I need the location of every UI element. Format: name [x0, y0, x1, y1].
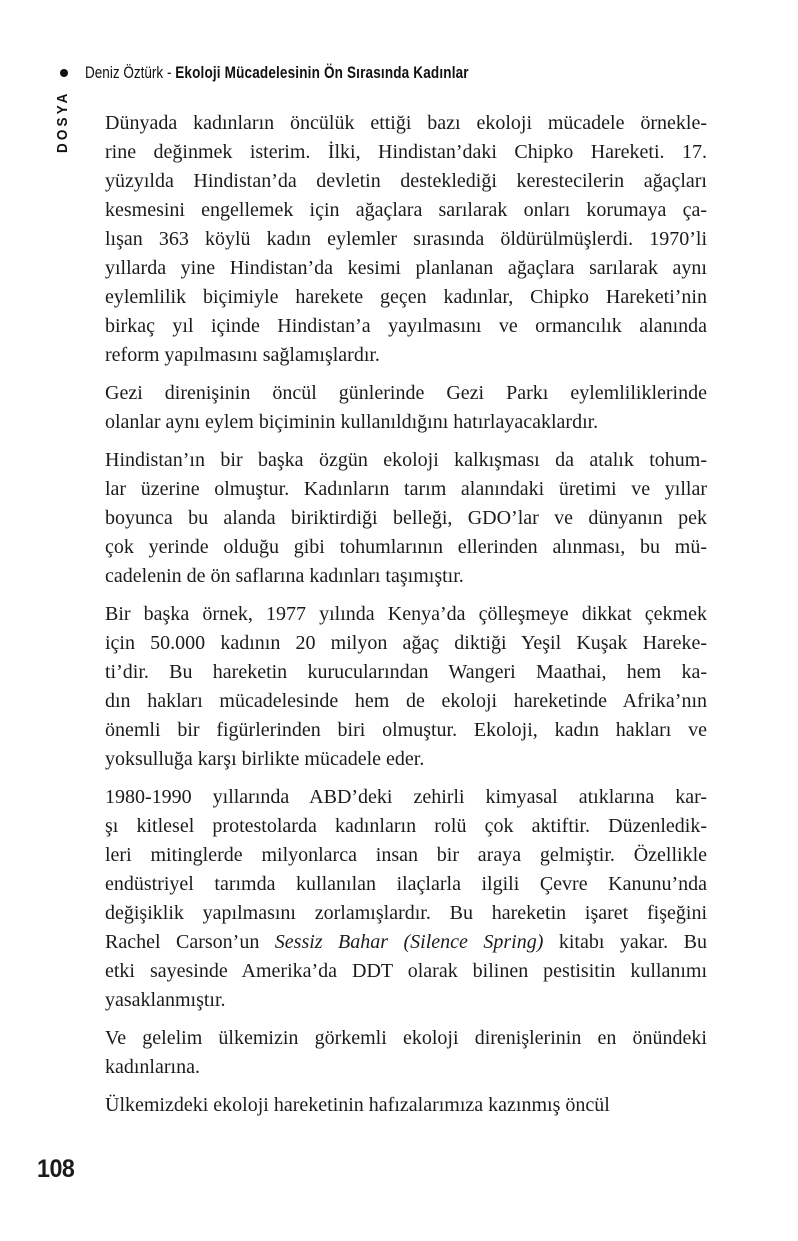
- text-line: leri mitinglerde milyonlarca insan bir araya gelmiştir. Özellikle: [105, 844, 707, 866]
- text-line: olanlar aynı eylem biçiminin kullanıldığını hatırlayacaklardır.: [105, 411, 599, 433]
- article-title: Ekoloji Mücadelesinin Ön Sırasında Kadınlar: [175, 64, 469, 82]
- text-line: birkaç yıl içinde Hindistan’a yayılmasını ve ormancılık alanında: [105, 315, 707, 337]
- text-line: yüzyılda Hindistan’da devletin desteklediği kerestecilerin ağaçları: [105, 170, 707, 192]
- paragraph: [105, 600, 707, 774]
- text-line: çok yerinde olduğu gibi tohumlarının ellerinden alınması, bu mü-: [105, 536, 707, 558]
- text-line: Gezi direnişinin öncül günlerinde Gezi Parkı eylemliliklerinde: [105, 382, 707, 404]
- text-line: Bir başka örnek, 1977 yılında Kenya’da çölleşmeye dikkat çekmek: [105, 603, 707, 625]
- text-line: cadelenin de ön saflarına kadınları taşımıştır.: [105, 565, 464, 587]
- text-line: rine değinmek isterim. İlki, Hindistan’daki Chipko Hareketi. 17.: [105, 141, 707, 163]
- paragraph: [105, 379, 707, 437]
- text-line: eylemlilik biçimiyle harekete geçen kadınlar, Chipko Hareketi’nin: [105, 286, 707, 308]
- text-line: yasaklanmıştır.: [105, 989, 226, 1011]
- text-line: endüstriyel tarımda kullanılan ilaçlarla ilgili Çevre Kanunu’nda: [105, 873, 707, 895]
- text-line: boyunca bu alanda biriktirdiği belleği, GDO’lar ve dünyanın pek: [105, 507, 707, 529]
- paragraph: [105, 1091, 707, 1120]
- text-line: Hindistan’ın bir başka özgün ekoloji kalkışması da atalık tohum-: [105, 449, 707, 471]
- text-line: yoksulluğa karşı birlikte mücadele eder.: [105, 748, 425, 770]
- text-line: şı kitlesel protestolarda kadınların rolü çok aktiftir. Düzenledik-: [105, 815, 707, 837]
- page-number: 108: [37, 1155, 75, 1183]
- text-line: kesmesini engellemek için ağaçlara sarılarak onları korumaya ça-: [105, 199, 707, 221]
- paragraph: [105, 446, 707, 591]
- text-line: 1980-1990 yıllarında ABD’deki zehirli kimyasal atıklarına kar-: [105, 786, 707, 808]
- article-body: [105, 109, 707, 1120]
- text-line: lar üzerine olmuştur. Kadınların tarım alanındaki üretimi ve yıllar: [105, 478, 707, 500]
- text-line: için 50.000 kadının 20 milyon ağaç diktiği Yeşil Kuşak Hareke-: [105, 632, 707, 654]
- text-line: Rachel Carson’un Sessiz Bahar (Silence Spring) kitabı yakar. Bu: [105, 931, 707, 953]
- text-line: değişiklik yapılmasını zorlamışlardır. Bu hareketin işaret fişeğini: [105, 902, 707, 924]
- text-line: önemli bir figürlerinden biri olmuştur. Ekoloji, kadın hakları ve: [105, 719, 707, 741]
- bullet-icon: [60, 69, 68, 77]
- text-line: Ve gelelim ülkemizin görkemli ekoloji direnişlerinin en önündeki: [105, 1027, 707, 1049]
- paragraph: [105, 783, 707, 1015]
- text-line: lışan 363 köylü kadın eylemler sırasında öldürülmüşlerdi. 1970’li: [105, 228, 707, 250]
- paragraph: [105, 1024, 707, 1082]
- text-line: etki sayesinde Amerika’da DDT olarak bilinen pestisitin kullanımı: [105, 960, 707, 982]
- section-label-vertical: DOSYA: [54, 90, 71, 153]
- paragraph: [105, 109, 707, 370]
- author-name: Deniz Öztürk: [85, 64, 164, 82]
- text-line: Dünyada kadınların öncülük ettiği bazı ekoloji mücadele örnekle-: [105, 112, 707, 134]
- text-line: reform yapılmasını sağlamışlardır.: [105, 344, 380, 366]
- running-header: [85, 61, 469, 85]
- text-line: ti’dir. Bu hareketin kurucularından Wangeri Maathai, hem ka-: [105, 661, 707, 683]
- header-separator: -: [163, 64, 176, 82]
- text-line: dın hakları mücadelesinde hem de ekoloji hareketinde Afrika’nın: [105, 690, 707, 712]
- text-line: Ülkemizdeki ekoloji hareketinin hafızalarımıza kazınmış öncül: [105, 1094, 610, 1116]
- text-line: kadınlarına.: [105, 1056, 200, 1078]
- text-line: yıllarda yine Hindistan’da kesimi planlanan ağaçlara sarılarak aynı: [105, 257, 707, 279]
